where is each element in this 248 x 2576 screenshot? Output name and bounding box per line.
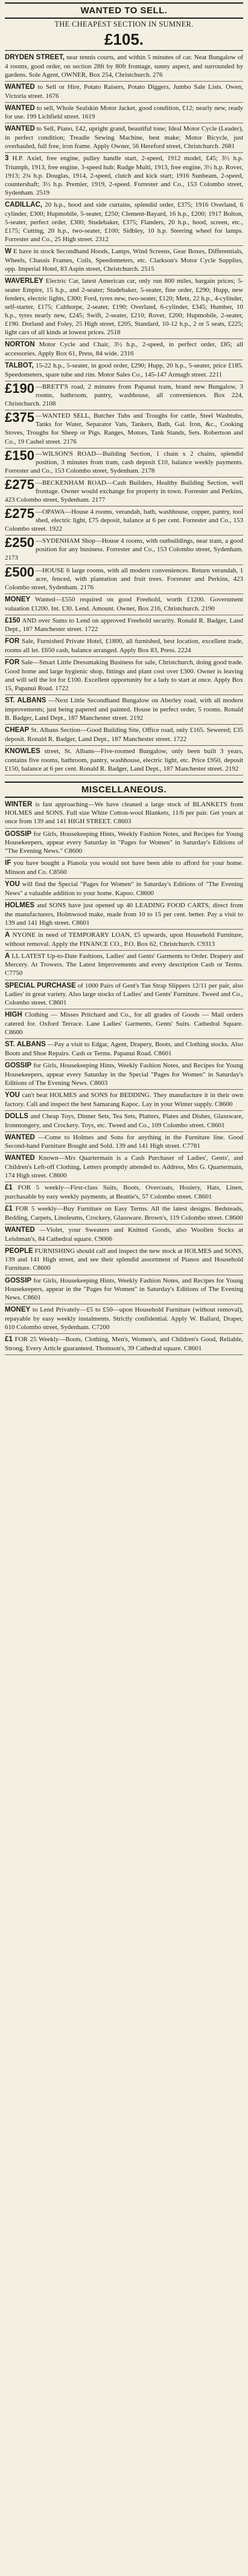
price-feature-ad [5, 536, 243, 565]
ad-lead-word: CHEAP [5, 727, 30, 734]
ad-body-text: and Cheap Toys, Dinner Sets, Tea Sets, Platters, Plates and Dishes, Glassware, Ironmongery, and Crockery. Toys, etc. Tweed and Co., 109 Colombo street. C8601 [5, 1112, 243, 1129]
ad-lead-word: GOSSIP [5, 1277, 32, 1284]
classified-ad [5, 980, 243, 1010]
ad-body-text: you have bought a Pianola you would not have been able to afford for your home. Minson and Co. C8560 [5, 859, 243, 876]
ad-lead-word: SPECIAL PURCHASE [5, 982, 76, 989]
classified-ad [5, 1334, 243, 1355]
ad-body-text: —Pay a visit to Edgar, Agent, Drapery, Boots, and Clothing stocks. Also Boots and Shoe Repairs. Cash or Terms. Papanui Road. C8601 [5, 1041, 243, 1058]
ad-body-text: near tennis courts, and within 5 minutes of car. Neat Bungalow of 4 rooms, good order, on section 28ft by 80ft frontage, sunny aspect, and surrounded by gardens. Sole Agent, OWNER, Box 254, Christchurch. 276 [5, 54, 244, 79]
ad-body-text: —SYDENHAM Shop—House 4 rooms, with outbuildings, near tram, a good position for any business. Forrester and Co., 153 Colombo street, Sydenham. 2173 [5, 537, 243, 562]
ad-body-text: to Sell or Hire, Potato Raisers, Potato Diggers, Jumbo Sale Lists. Owen, Victoria street. 1676 [5, 83, 244, 100]
ad-body-text: —Next Little Secondhand Bungalow on Aberley road, with all modern improvements; just being papered and painted. House in perfect order, 5 rooms. Ronald B. Badger, Land Dept., 187 Manchester street. 2192 [5, 697, 243, 722]
ad-body-text: LL LATEST Up-to-Date Fashions, Ladies' and Gents' Garments to Order. Drapery and Mercery. At Trowers. The Latest Improvements and every description Cash or Terms. C7750 [5, 952, 244, 977]
ad-body-text: 20 h.p., hood and side curtains, splendid order, £375; 1916 Overland, 6 cylinder, £300; Hupmobile, 5-seater, £250; Clement-Bayard, 16 h.p., £200; 1917 Bolton, 5-seater, perfect order, £300; Studebaker, £375; Flanders, 20 h.p., hood, screen, etc., £175; Cutting, 20 h.p., two-seater, £100; Sidbley, 10 h.p. Steering wheel for lamps. Forrester and Co., 25 High street. 2312 [5, 201, 244, 244]
ad-lead-word: WANTED [5, 1226, 35, 1234]
ad-lead-word: 3 [5, 155, 9, 163]
ad-body-text: to Lend Privately—£5 to £50—upon Household Furniture (without removal), repayable by easy weekly instalments. Strictly confidential. Apply W. Ballard, Draper, 610 Colombo street, Sydenham. C7200 [5, 1306, 243, 1332]
ad-price: £375 [5, 410, 34, 426]
price-feature-ad [5, 410, 243, 448]
ad-body-text: FOR 25 Weekly—Boots, Clothing, Men's, Women's, and Children's Good, Reliable, Strong. Every Article guaranteed. Thomson's, 39 Cathedral square. C8601 [5, 1336, 243, 1352]
ad-lead-word: WINTER [5, 800, 33, 808]
ad-lead-word: WANTED [5, 1154, 35, 1162]
classified-ad [5, 636, 243, 657]
ad-body-text: Known—Mrs Quartermain is a Cash Purchaser of Ladies', Gents', and Children's Left-off Clothing, Letters promptly attended to. Address, Mrs G. Quartermain, 174 High street. C8600 [5, 1154, 243, 1180]
ad-lead-word: £1 [5, 1336, 13, 1344]
classified-ad [5, 339, 243, 360]
classified-ad [5, 103, 243, 124]
ad-price: £275 [5, 506, 34, 522]
ad-price: £500 [5, 564, 34, 580]
section-title-miscellaneous: MISCELLANEOUS. [5, 782, 243, 798]
ad-body-text: —OPAWA—House 4 rooms, verandah, bath, washhouse, copper, pantry, tool shed, electric light, £75 deposit, balance at 6 per cent. Forrester and Co., 153 Colombo street. 1922 [5, 508, 243, 533]
ad-lead-word: PEOPLE [5, 1247, 33, 1255]
ad-body-text: —Violet, your Sweaters and Knitted Goods, also Woollen Socks at Leishman's, 84 Cathedral square. C9006 [5, 1226, 243, 1243]
classified-ad [5, 360, 243, 381]
ad-lead-word: GOSSIP [5, 830, 32, 838]
ad-lead-word: A [5, 931, 10, 939]
ad-body-text: FURNISHING should call and inspect the new stock at HOLMES and SONS, 139 and 141 High street, and see their splendid assortment of Pianos and Household Furniture. C8600 [5, 1247, 244, 1272]
ad-lead-word: £1 [5, 1205, 13, 1213]
classified-ad [5, 746, 243, 775]
ad-body-text: to sell, Whole Sealskin Motor Jacket, good condition, £12; nearly new, ready for use. 199 Lichfield street. 1619 [5, 104, 244, 121]
classified-ad [5, 615, 243, 636]
classified-ad [5, 829, 243, 858]
classified-ad [5, 1304, 243, 1334]
ad-lead-word: DRYDEN STREET, [5, 54, 65, 61]
classified-ad [5, 725, 243, 746]
ad-lead-word: A [5, 952, 10, 960]
ad-lead-word: YOU [5, 881, 20, 888]
ad-body-text: Clothing — Misses Pritchard and Co., for all grades of Goods — Mail orders catered for. Oxford Terrace. Lane Ladies' Garments, Gents' Suits. Cathedral Square. C8600 [5, 1011, 244, 1037]
ad-body-text: will find the Special "Pages for Women" in Saturday's Editions of "The Evening News" a valuable addition to your home. Kapoo. C8600 [5, 881, 244, 897]
ad-lead-word: CADILLAC, [5, 201, 42, 209]
classified-ad [5, 199, 243, 246]
classified-ad [5, 594, 243, 615]
classified-ad [5, 799, 243, 829]
ad-body-text: Motor Cycle and Chair, 3½ h.p., 2-speed, in perfect order, £85; all accessories. Apply Box 61, Press, 84 wide. 2316 [5, 341, 244, 358]
ad-body-text: for Girls, Housekeeping Hints, Weekly Fashion Notes, and Recipes for Young Housekeepers, appear in the "Pages for Women" in Saturday's Editions of The Evening News. C8601 [5, 1277, 244, 1302]
classified-ad [5, 246, 243, 276]
ad-body-text: —WANTED SELL, Butcher Tubs and Troughs for cattle, Steel Washtubs, Tanks for Water, Separator Vats, Tankers, Bath, Gal. Iron, &c., Cooking Stoves, Troughs for Sheep or Pigs. Ranges, Motors, Tank Stands, Sets. Robertson and Co., 19 Cashel street. 2176 [5, 412, 243, 445]
ad-lead-word: GOSSIP [5, 1062, 32, 1070]
classified-ad [5, 1111, 243, 1132]
classified-ad [5, 1153, 243, 1182]
ad-body-text: AND over Sums to Lend on approved Freehold security. Ronald R. Badger, Land Dept., 187 Manchester street. 1722 [5, 616, 243, 633]
ad-body-text: Wanted—£550 required on good Freehold, worth £1200. Government valuation £1200. Int. £30. Lend. Amount. Owner, Box 216, Christchurch. 2190 [5, 595, 243, 612]
classified-ad [5, 951, 243, 980]
ad-lead-word: WANTED [5, 1133, 35, 1141]
classified-ad [5, 900, 243, 930]
classified-ad [5, 657, 243, 695]
wanted-ad-list-2 [5, 594, 243, 775]
ad-lead-word: WAVERLEY [5, 277, 43, 285]
ad-body-text: for Girls, Housekeeping Hints, Weekly Fashion Notes, and Recipes for Young Housekeepers, appear every Saturday in the Special "Pages for Women" in Saturday's Editions of The Evening News. C8603 [5, 1062, 244, 1087]
ad-lead-word: DOLLS [5, 1112, 28, 1120]
ad-body-text: Electric Car, latest American car, only run 800 miles, bargain prices; 5-seater Empire, 15 h.p., and 2-seater; Studebaker, 5-seater, fine order, £290; Hupp, new fenders, electric lights, £300; Ford, tyres new, two-seater, £120; Metz, 22 h.p., 4-cylinder, self-starter, £175; Calthorpe, 2-seater, £190; Overland, 6-cylinder, £345; Humber, 10 h.p., tyres nearly new, £245; Swift, 2-seater, £210; Rover, £200; Hupmobile, 2-seater, £190. Dorland and Foley, 25 High street, £205, Standard, 10-12 h.p., 2 or 5 seats, £225; light cars of all kinds at lowest prices. 2518 [5, 277, 244, 337]
ad-lead-word: YOU [5, 1091, 20, 1099]
ad-lead-word: IF [5, 859, 11, 867]
classified-ad [5, 153, 243, 199]
ad-lead-word: £1 [5, 1184, 13, 1192]
classified-ad [5, 82, 243, 103]
classified-ad [5, 1182, 243, 1203]
ad-body-text: St. Albans Section—Good Building Site, Office road, only £165. Sewered; £35 deposit. Ronald R. Badger, Land Dept., 187 Manchester street. 1722 [5, 727, 243, 743]
divider [5, 50, 243, 51]
price-feature-ad [5, 448, 243, 477]
ad-lead-word: HOLMES [5, 902, 35, 910]
price-feature-ad [5, 381, 243, 410]
ad-price: £190 [5, 381, 34, 396]
ad-lead-word: KNOWLES [5, 747, 40, 755]
ad-price: £150 [5, 447, 34, 463]
price-feature-ad [5, 477, 243, 506]
classified-ad [5, 858, 243, 879]
ad-body-text: NYONE in need of TEMPORARY LOAN, £5 upwards, upon Household Furniture, without removal. Apply the FINANCE CO., P.O. Box 62, Christchurch. C9313 [5, 931, 244, 948]
price-feature-list [5, 381, 243, 594]
ad-body-text: Sale—Smart Little Dressmaking Business for sale, Christchurch, doing good trade. Good home and large hygienic shop, fittings and plant cost over £300. Owner is leaving and will sell the lot for £100. Excellent opportunity for a lady to start at once. Apply Box 15, Papanui Road. 1722 [5, 659, 243, 693]
ad-lead-word: WANTED [5, 125, 35, 133]
ad-body-text: street, St. Albans—Five-roomed Bungalow, only been built 3 years, contains five rooms, bathroom, pantry, washhouse, electric light, etc. Price £950, deposit £150, balance at 6 per cent. Ronald R. Badger, Land Dept., 187 Manchester street. 2192 [5, 747, 244, 772]
section-subheading: THE CHEAPEST SECTION IN SUMNER. [54, 20, 194, 28]
ad-lead-word: FOR [5, 659, 20, 667]
ad-body-text: FOR 5 weekly—First-class Suits, Boots, Overcoats, Hosiery, Hats, Linen, purchasable by easy weekly payments, at Beattie's, 57 Colombo street. C8601 [5, 1184, 243, 1200]
ad-body-text: E have in stock Secondhand Hoods, Lamps, Wind Screens, Gear Boxes, Differentials, Wheels, Chassis Frames, Coils, Speedometers, etc. Clarkson's Motor Cycle Supplies, opp. Imperial Hotel, 83 Aspin street, Christchurch. 2515 [5, 248, 244, 273]
ad-body-text: can't beat HOLMES and SONS for BEDDING. They manufacture it in their own factory. Call and inspect the best Samarang Kapoc. Lay in your Winter supply. C8600 [5, 1091, 243, 1108]
classified-ad [5, 276, 243, 339]
classified-ad [5, 1060, 243, 1090]
ad-lead-word: NORTON [5, 341, 35, 349]
classified-ad [5, 1132, 243, 1153]
ad-body-text: —Come to Holmes and Sons for anything in the Furniture line. Good Second-hand Furniture Bought and Sold. 139 and 141 High street. C7781 [5, 1133, 243, 1150]
ad-lead-word: ST. ALBANS [5, 697, 46, 705]
headline-price: £105. [104, 30, 144, 48]
ad-body-text: —HOUSE 6 large rooms, with all modern conveniences. Return verandah, 1 acre, fenced, with plantation and fruit trees. Forrester and Perkins, 423 Colombo street, Sydenham. 2176 [5, 566, 243, 591]
classified-ad [5, 879, 243, 900]
ad-lead-word: W [5, 248, 11, 256]
classified-ad [5, 1039, 243, 1060]
ad-body-text: for Girls, Housekeeping Hints, Weekly Fashion Notes, and Recipes for Young Housekeepers, appear every Saturday in "Pages for Women" in Saturday's Editions of "The Evening News." C8600 [5, 830, 244, 855]
wanted-ad-list [5, 52, 243, 381]
classified-ad [5, 1246, 243, 1275]
ad-body-text: FOR 5 weekly—Buy Furniture on Easy Terms. All the latest designs. Bedsteads, Bedding, Carpets, Linoleums, Crockery, Glassware. Brown's, 119 Colombo street. C8600 [5, 1205, 243, 1222]
classified-ad [5, 930, 243, 951]
section-title-wanted-to-sell: WANTED TO SELL. [5, 2, 243, 19]
classified-ad [5, 52, 243, 82]
ad-lead-word: WANTED [5, 83, 35, 91]
ad-lead-word: FOR [5, 638, 20, 646]
ad-body-text: 15-22 h.p., 5-seater, in good order, £290; Hupp, 20 h.p., 5-seater, price £185. Speedometers, spare tube and rim. Motor Sales Co., 145-147 Armagh street. 2211 [5, 362, 243, 378]
ad-lead-word: MONEY [5, 1306, 31, 1314]
ad-lead-word: HIGH [5, 1011, 22, 1019]
ad-lead-word: MONEY [5, 595, 31, 603]
price-feature-ad [5, 565, 243, 594]
ad-body-text: H.P. Axiel, free engine, pulley handle start, 2-speed, 1912 model, £45; 3½ h.p. Triumph, 1913, free engine, 3-speed hub; Rudge Multi, 1913, free engine, 3½ h.p. Rover, 1913; 2¾ h.p. Douglas, 1914, 2-speed, clutch and kick start; 1916 Sunbeam, 2-speed, countershaft; 3½ h.p. Premier, 1919, 2-speed. Forrester and Co., 153 Colombo street, Sydenham. 2519 [5, 155, 243, 197]
ad-price: £275 [5, 476, 34, 492]
spacer [5, 775, 243, 782]
ad-price: £250 [5, 535, 34, 551]
ad-body-text: and SONS have just opened up 40 LEADING FOOD CARTS, direct from the manufacturers, Holmwood make, made from 10 to 15 per cent. better. Pay a visit to 139 and 141 High street. C8601 [5, 902, 243, 927]
ad-body-text: is fast approaching—We have cleaned a large stock of BLANKETS from HOLMES and SONS. Full size White Cotton-wool Blankets, 11/6 per pair. Get yours at once from 139 and 141 HIGH STREET. C8603 [5, 800, 243, 826]
classified-ad [5, 123, 243, 153]
classified-ad [5, 1225, 243, 1246]
ad-lead-word: WANTED [5, 104, 35, 112]
price-feature-ad [5, 506, 243, 536]
ad-lead-word: £150 [5, 616, 21, 624]
classified-ad [5, 1275, 243, 1305]
classified-ad [5, 695, 243, 725]
misc-ad-list [5, 799, 243, 1355]
ad-lead-word: ST. ALBANS [5, 1041, 46, 1049]
classified-ad [5, 1009, 243, 1039]
ad-body-text: to Sell, Piano, £42, upright grand, beautiful tone; Ideal Motor Cycle (Leader), in perfect condition; Treadle Sewing Machine, best make; Motor Bicycle, just overhauled, full free, iron frame. Apply Owner, 56 Hereford street, Christchurch. 2681 [5, 125, 244, 150]
ad-body-text: —BECKENHAM ROAD—Cash Builders, Healthy Building Section, well frontage. Owner would exchange for property in town. Forrester and Perkins, 423 Colombo street, Sydenham. 2177 [5, 479, 243, 503]
ad-lead-word: TALBOT, [5, 362, 34, 370]
classified-ad [5, 1203, 243, 1225]
ad-body-text: —BRETT'S road, 2 minutes from Papanui tram, brand new Bungalow, 3 rooms, bathroom, pantry, washhouse, all conveniences. Box 224, Christchurch. 2108 [5, 383, 243, 408]
ad-body-text: —WILSON'S ROAD—Building Section, 1 chain x 2 chains, splendid position, 3 minutes from tram, cash deposit £10, balance weekly payments. Forrester and Co., 153 Colombo street, Sydenham. 2178 [5, 450, 243, 474]
ad-body-text: Sale, Furnished Private Hotel, £1800, all furnished, best location, excellent trade, rooms all let. £650 cash, balance arranged. Apply Box 83, Press. 2224 [5, 638, 243, 655]
classified-ad [5, 1090, 243, 1111]
ad-body-text: of 1000 Pairs of Gent's Tan Strap Slippers 12/11 per pair, also Ladies' in great variety. Also large stocks of Ladies' and Gents' Furniture. Tweed and Co., Colombo street. C8601 [5, 982, 243, 1007]
